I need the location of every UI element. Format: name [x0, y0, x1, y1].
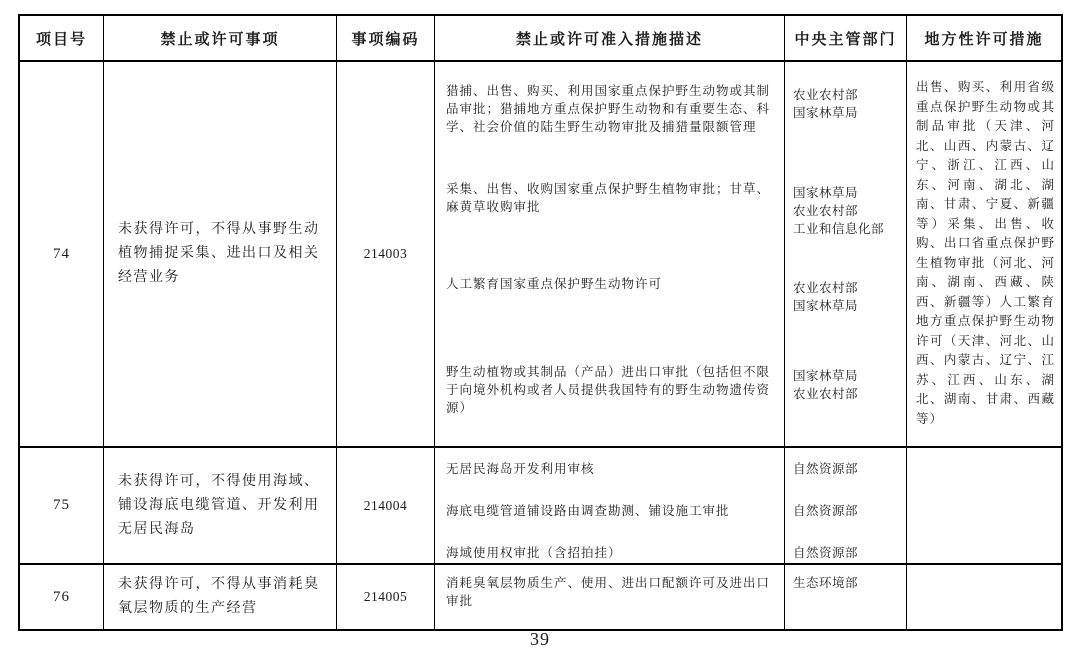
cell-item-number: 75 — [20, 448, 104, 563]
header-item-number: 项目号 — [20, 16, 104, 60]
measure-description: 海域使用权审批（含招拍挂） — [446, 546, 622, 560]
measure-description: 猎捕、出售、购买、利用国家重点保护野生动物或其制品审批；猎捕地方重点保护野生动物和有重要生态、科学、社会价值的陆生野生动物审批及捕猎量限额管理 — [446, 84, 771, 134]
measure-description: 采集、出售、收购国家重点保护野生植物审批；甘草、麻黄草收购审批 — [446, 182, 771, 214]
header-local-measures: 地方性许可措施 — [924, 31, 1044, 48]
department-name: 国家林草局 — [793, 299, 859, 313]
department-group — [793, 184, 902, 279]
local-measure-text: 人工繁育地方重点保护野生动物许可（天津、河北、山西、内蒙古、辽宁、江苏、江西、山东、湖北、湖南、甘肃、西藏等） — [916, 294, 1055, 426]
cell-item-description: 未获得许可，不得使用海域、铺设海底电缆管道、开发利用无居民海岛 — [104, 448, 337, 563]
department-name: 工业和信息化部 — [793, 222, 885, 236]
header-prohibited-item: 禁止或许可事项 — [104, 16, 337, 60]
department-name: 国家林草局 — [793, 369, 859, 383]
department-name: 农业农村部 — [793, 88, 859, 102]
cell-local-measures — [907, 62, 1061, 446]
local-measure-text: 采集、出售、收购、出口省重点保护野生植物审批（河北、河南、湖南、西藏、陕西、新疆等） — [916, 216, 1055, 309]
header-central-authority: 中央主管部门 — [785, 16, 907, 60]
department-name: 农业农村部 — [793, 281, 859, 295]
cell-central-departments — [785, 448, 907, 563]
cell-item-number: 76 — [20, 565, 104, 629]
table-row-76 — [20, 565, 1061, 629]
cell-item-code: 214004 — [337, 448, 435, 563]
table-row-74 — [20, 62, 1061, 448]
cell-local-measures — [907, 565, 1061, 629]
measure-description: 无居民海岛开发利用审核 — [446, 462, 595, 476]
measure-description: 消耗臭氧层物质生产、使用、进出口配额许可及进出口审批 — [446, 576, 771, 608]
header-item-code: 事项编码 — [337, 16, 435, 60]
cell-measures — [435, 448, 785, 563]
cell-item-code: 214003 — [337, 62, 435, 446]
cell-central-departments — [785, 62, 907, 446]
department-name: 自然资源部 — [793, 504, 859, 518]
header-measure-description: 禁止或许可准入措施描述 — [435, 16, 785, 60]
cell-item-number: 74 — [20, 62, 104, 446]
cell-local-measures — [907, 448, 1061, 563]
department-name: 农业农村部 — [793, 387, 859, 401]
table-header-row — [20, 16, 1061, 62]
department-name: 生态环境部 — [793, 576, 859, 590]
cell-central-departments — [785, 565, 907, 629]
table-row-75 — [20, 448, 1061, 565]
department-group — [793, 86, 902, 184]
cell-measures — [435, 565, 785, 629]
department-name: 国家林草局 — [793, 186, 859, 200]
department-name: 国家林草局 — [793, 106, 859, 120]
cell-item-description: 未获得许可，不得从事消耗臭氧层物质的生产经营 — [104, 565, 337, 629]
cell-item-description: 未获得许可，不得从事野生动植物捕捉采集、进出口及相关经营业务 — [104, 62, 337, 446]
department-name: 农业农村部 — [793, 204, 859, 218]
local-measure-text: 出售、购买、利用省级重点保护野生动物或其制品审批（天津、河北、山西、内蒙古、辽宁、浙江、江西、山东、河南、湖北、湖南、甘肃、宁夏、新疆等） — [916, 80, 1055, 231]
department-name: 自然资源部 — [793, 462, 859, 476]
department-group — [793, 367, 902, 403]
measure-description: 海底电缆管道铺设路由调查勘测、铺设施工审批 — [446, 504, 730, 518]
department-name: 自然资源部 — [793, 546, 859, 560]
cell-item-code: 214005 — [337, 565, 435, 629]
measure-description: 野生动植物或其制品（产品）进出口审批（包括但不限于向境外机构或者人员提供我国特有的野生动物遗传资源） — [446, 365, 771, 415]
measure-description: 人工繁育国家重点保护野生动物许可 — [446, 277, 663, 291]
department-group — [793, 279, 902, 367]
page-number: 39 — [530, 629, 550, 649]
cell-measures — [435, 62, 785, 446]
permit-table — [18, 14, 1063, 631]
